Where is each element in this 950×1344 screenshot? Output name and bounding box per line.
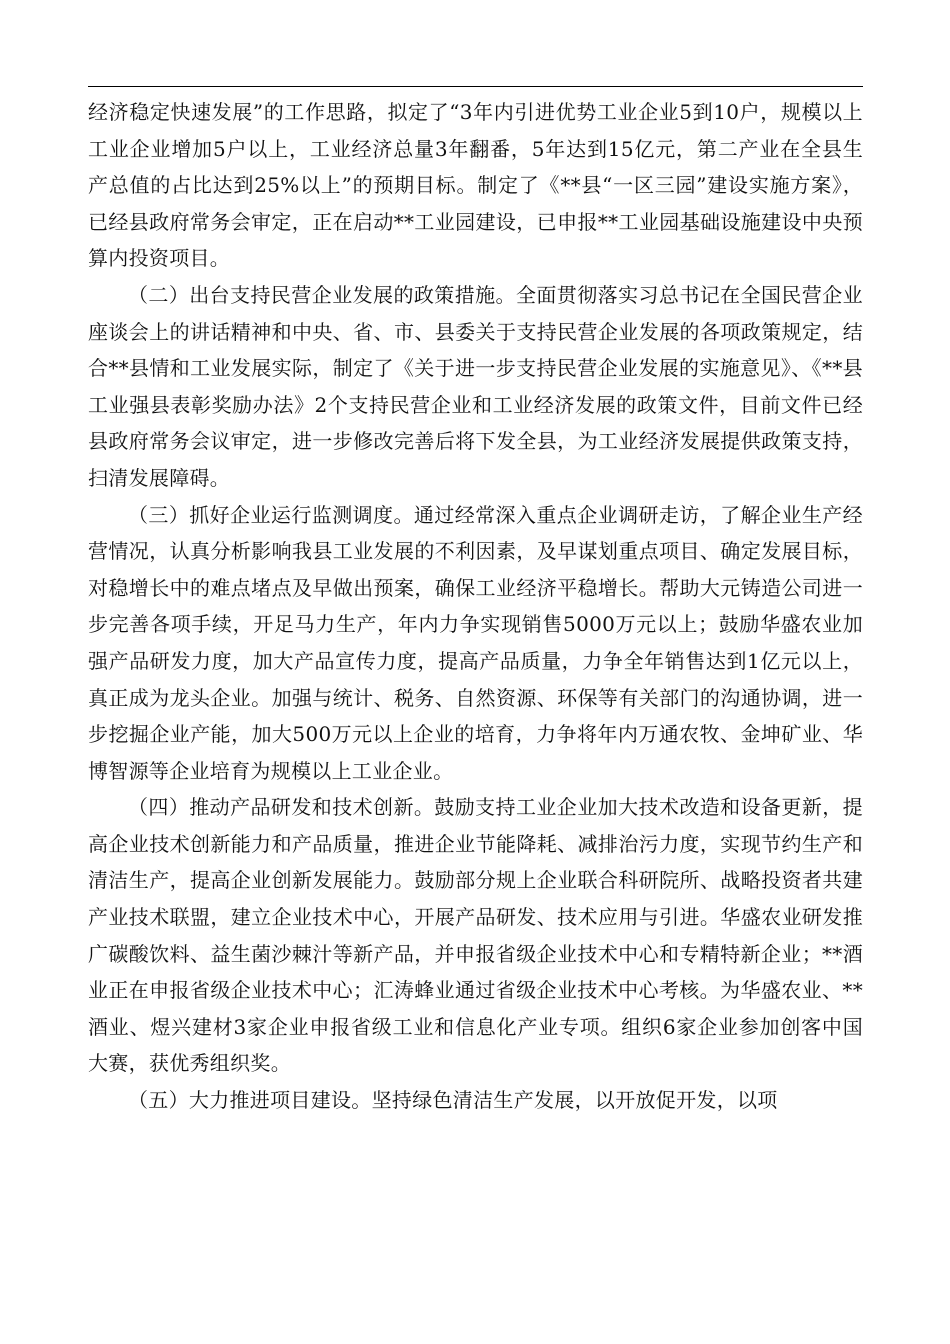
paragraph-section-2: （二）出台支持民营企业发展的政策措施。全面贯彻落实习总书记在全国民营企业座谈会上的讲话精神和中央、省、市、县委关于支持民营企业发展的各项政策规定，结合**县情和工业发展实际，制定了《关于进一步支持民营企业发展的实施意见》、《**县工业强县表彰奖励办法》2个支持民营企业和工业经济发展的政策文件，目前文件已经县政府常务会议审定，进一步修改完善后将下发全县，为工业经济发展提供政策支持，扫清发展障碍。 (88, 282, 863, 490)
document-body (88, 94, 863, 1119)
paragraph-continuation: 经济稳定快速发展”的工作思路，拟定了“3年内引进优势工业企业5到10户，规模以上工业企业增加5户以上，工业经济总量3年翻番，5年达到15亿元，第二产业在全县生产总值的占比达到25%以上”的预期目标。制定了《**县“一区三园”建设实施方案》，已经县政府常务会审定，正在启动**工业园建设，已申报**工业园基础设施建设中央预算内投资项目。 (88, 100, 863, 271)
header-divider (88, 86, 863, 87)
paragraph-section-3: （三）抓好企业运行监测调度。通过经常深入重点企业调研走访，了解企业生产经营情况，认真分析影响我县工业发展的不利因素，及早谋划重点项目、确定发展目标，对稳增长中的难点堵点及早做出预案，确保工业经济平稳增长。帮助大元铸造公司进一步完善各项手续，开足马力生产，年内力争实现销售5000万元以上；鼓励华盛农业加强产品研发力度，加大产品宣传力度，提高产品质量，力争全年销售达到1亿元以上，真正成为龙头企业。加强与统计、税务、自然资源、环保等有关部门的沟通协调，进一步挖掘企业产能，加大500万元以上企业的培育，力争将年内万通农牧、金坤矿业、华博智源等企业培育为规模以上工业企业。 (88, 502, 863, 783)
paragraph-section-4: （四）推动产品研发和技术创新。鼓励支持工业企业加大技术改造和设备更新，提高企业技术创新能力和产品质量，推进企业节能降耗、减排治污力度，实现节约生产和清洁生产，提高企业创新发展能力。鼓励部分规上企业联合科研院所、战略投资者共建产业技术联盟，建立企业技术中心，开展产品研发、技术应用与引进。华盛农业研发推广碳酸饮料、益生菌沙棘汁等新产品，并申报省级企业技术中心和专精特新企业；**酒业正在申报省级企业技术中心；汇涛蜂业通过省级企业技术中心考核。为华盛农业、**酒业、煜兴建材3家企业申报省级工业和信息化产业专项。组织6家企业参加创客中国大赛，获优秀组织奖。 (88, 795, 863, 1076)
paragraph-section-5: （五）大力推进项目建设。坚持绿色清洁生产发展，以开放促开发，以项 (128, 1088, 778, 1113)
